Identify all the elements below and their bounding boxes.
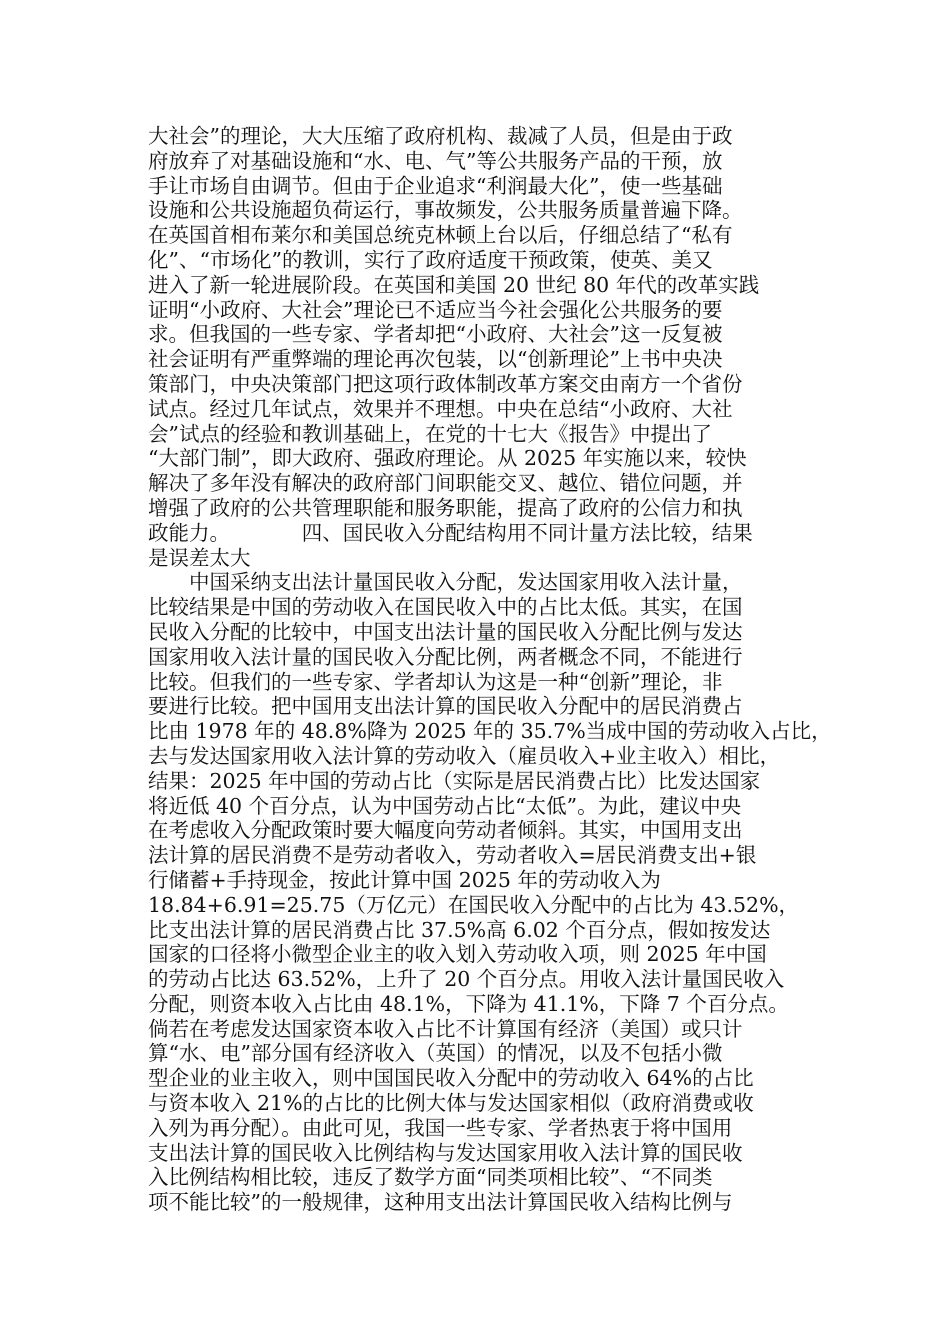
text-line: 的劳动占比达 63.52%，上升了 20 个百分点。用收入法计量国民收入 xyxy=(148,967,785,992)
text-line: 府放弃了对基础设施和“水、电、气”等公共服务产品的干预，放 xyxy=(148,148,723,173)
text-line: 算“水、电”部分国有经济收入（英国）的情况，以及不包括小微 xyxy=(148,1041,723,1066)
text-line: 行储蓄+手持现金，按此计算中国 2025 年的劳动收入为 xyxy=(148,867,661,892)
text-line: 在考虑收入分配政策时要大幅度向劳动者倾斜。其实，中国用支出 xyxy=(148,818,743,843)
text-line: 型企业的业主收入，则中国国民收入分配中的劳动收入 64%的占比 xyxy=(148,1066,754,1091)
text-line: 社会证明有严重弊端的理论再次包装，以“创新理论”上书中央决 xyxy=(148,347,723,372)
text-line: 比较结果是中国的劳动收入在国民收入中的占比太低。其实，在国 xyxy=(148,595,743,620)
document-body xyxy=(148,124,832,1215)
text-line: 证明“小政府、大社会”理论已不适应当今社会强化公共服务的要 xyxy=(148,297,723,322)
text-line: “大部门制”，即大政府、强政府理论。从 2025 年实施以来，较快 xyxy=(148,446,747,471)
text-line: 结果：2025 年中国的劳动占比（实际是居民消费占比）比发达国家 xyxy=(148,768,761,793)
section-heading-line: 政能力。 四、国民收入分配结构用不同计量方法比较，结果 xyxy=(148,520,753,545)
text-line: 中国采纳支出法计量国民收入分配，发达国家用收入法计量， xyxy=(148,570,743,595)
text-line: 进入了新一轮进展阶段。在英国和美国 20 世纪 80 年代的改革实践 xyxy=(148,272,760,297)
text-line: 会”试点的经验和教训基础上，在党的十七大《报告》中提出了 xyxy=(148,421,712,446)
text-line: 在英国首相布莱尔和美国总统克林顿上台以后，仔细总结了“私有 xyxy=(148,223,733,248)
section-heading-line: 是误差太大 xyxy=(148,545,251,570)
text-line: 18.84+6.91=25.75（万亿元）在国民收入分配中的占比为 43.52%， xyxy=(148,892,800,917)
text-line: 设施和公共设施超负荷运行，事故频发，公共服务质量普遍下降。 xyxy=(148,198,743,223)
text-line: 民收入分配的比较中，中国支出法计量的国民收入分配比例与发达 xyxy=(148,619,743,644)
text-line: 试点。经过几年试点，效果并不理想。中央在总结“小政府、大社 xyxy=(148,396,733,421)
text-line: 比支出法计算的居民消费占比 37.5%高 6.02 个百分点，假如按发达 xyxy=(148,917,771,942)
text-line: 比由 1978 年的 48.8%降为 2025 年的 35.7%当成中国的劳动收入占比， xyxy=(148,719,832,744)
text-line: 要进行比较。把中国用支出法计算的国民收入分配中的居民消费占 xyxy=(148,694,743,719)
text-line: 去与发达国家用收入法计算的劳动收入（雇员收入+业主收入）相比， xyxy=(148,743,781,768)
text-line: 求。但我国的一些专家、学者却把“小政府、大社会”这一反复被 xyxy=(148,322,723,347)
text-line: 将近低 40 个百分点，认为中国劳动占比“太低”。为此，建议中央 xyxy=(148,793,742,818)
text-line: 分配，则资本收入占比由 48.1%，下降为 41.1%，下降 7 个百分点。 xyxy=(148,991,789,1016)
text-line: 化”、“市场化”的教训，实行了政府适度干预政策，使英、美又 xyxy=(148,247,713,272)
text-line: 倘若在考虑发达国家资本收入占比不计算国有经济（美国）或只计 xyxy=(148,1016,743,1041)
text-line: 项不能比较”的一般规律，这种用支出法计算国民收入结构比例与 xyxy=(148,1190,733,1215)
text-line: 与资本收入 21%的占比的比例大体与发达国家相似（政府消费或收 xyxy=(148,1091,754,1116)
text-line: 解决了多年没有解决的政府部门间职能交叉、越位、错位问题，并 xyxy=(148,471,743,496)
text-line: 法计算的居民消费不是劳动者收入，劳动者收入=居民消费支出+银 xyxy=(148,843,757,868)
text-line: 策部门，中央决策部门把这项行政体制改革方案交由南方一个省份 xyxy=(148,371,743,396)
text-line: 增强了政府的公共管理职能和服务职能，提高了政府的公信力和执 xyxy=(148,495,743,520)
text-line: 入比例结构相比较，违反了数学方面“同类项相比较”、“不同类 xyxy=(148,1165,713,1190)
text-line: 比较。但我们的一些专家、学者却认为这是一种“创新”理论，非 xyxy=(148,669,723,694)
text-line: 入列为再分配）。由此可见，我国一些专家、学者热衷于将中国用 xyxy=(148,1115,733,1140)
text-line: 支出法计算的国民收入比例结构与发达国家用收入法计算的国民收 xyxy=(148,1140,743,1165)
text-line: 国家用收入法计量的国民收入分配比例，两者概念不同，不能进行 xyxy=(148,644,743,669)
text-line: 国家的口径将小微型企业主的收入划入劳动收入项，则 2025 年中国 xyxy=(148,942,767,967)
text-line: 大社会”的理论，大大压缩了政府机构、裁减了人员，但是由于政 xyxy=(148,124,733,148)
text-line: 手让市场自由调节。但由于企业追求“利润最大化”，使一些基础 xyxy=(148,173,723,198)
